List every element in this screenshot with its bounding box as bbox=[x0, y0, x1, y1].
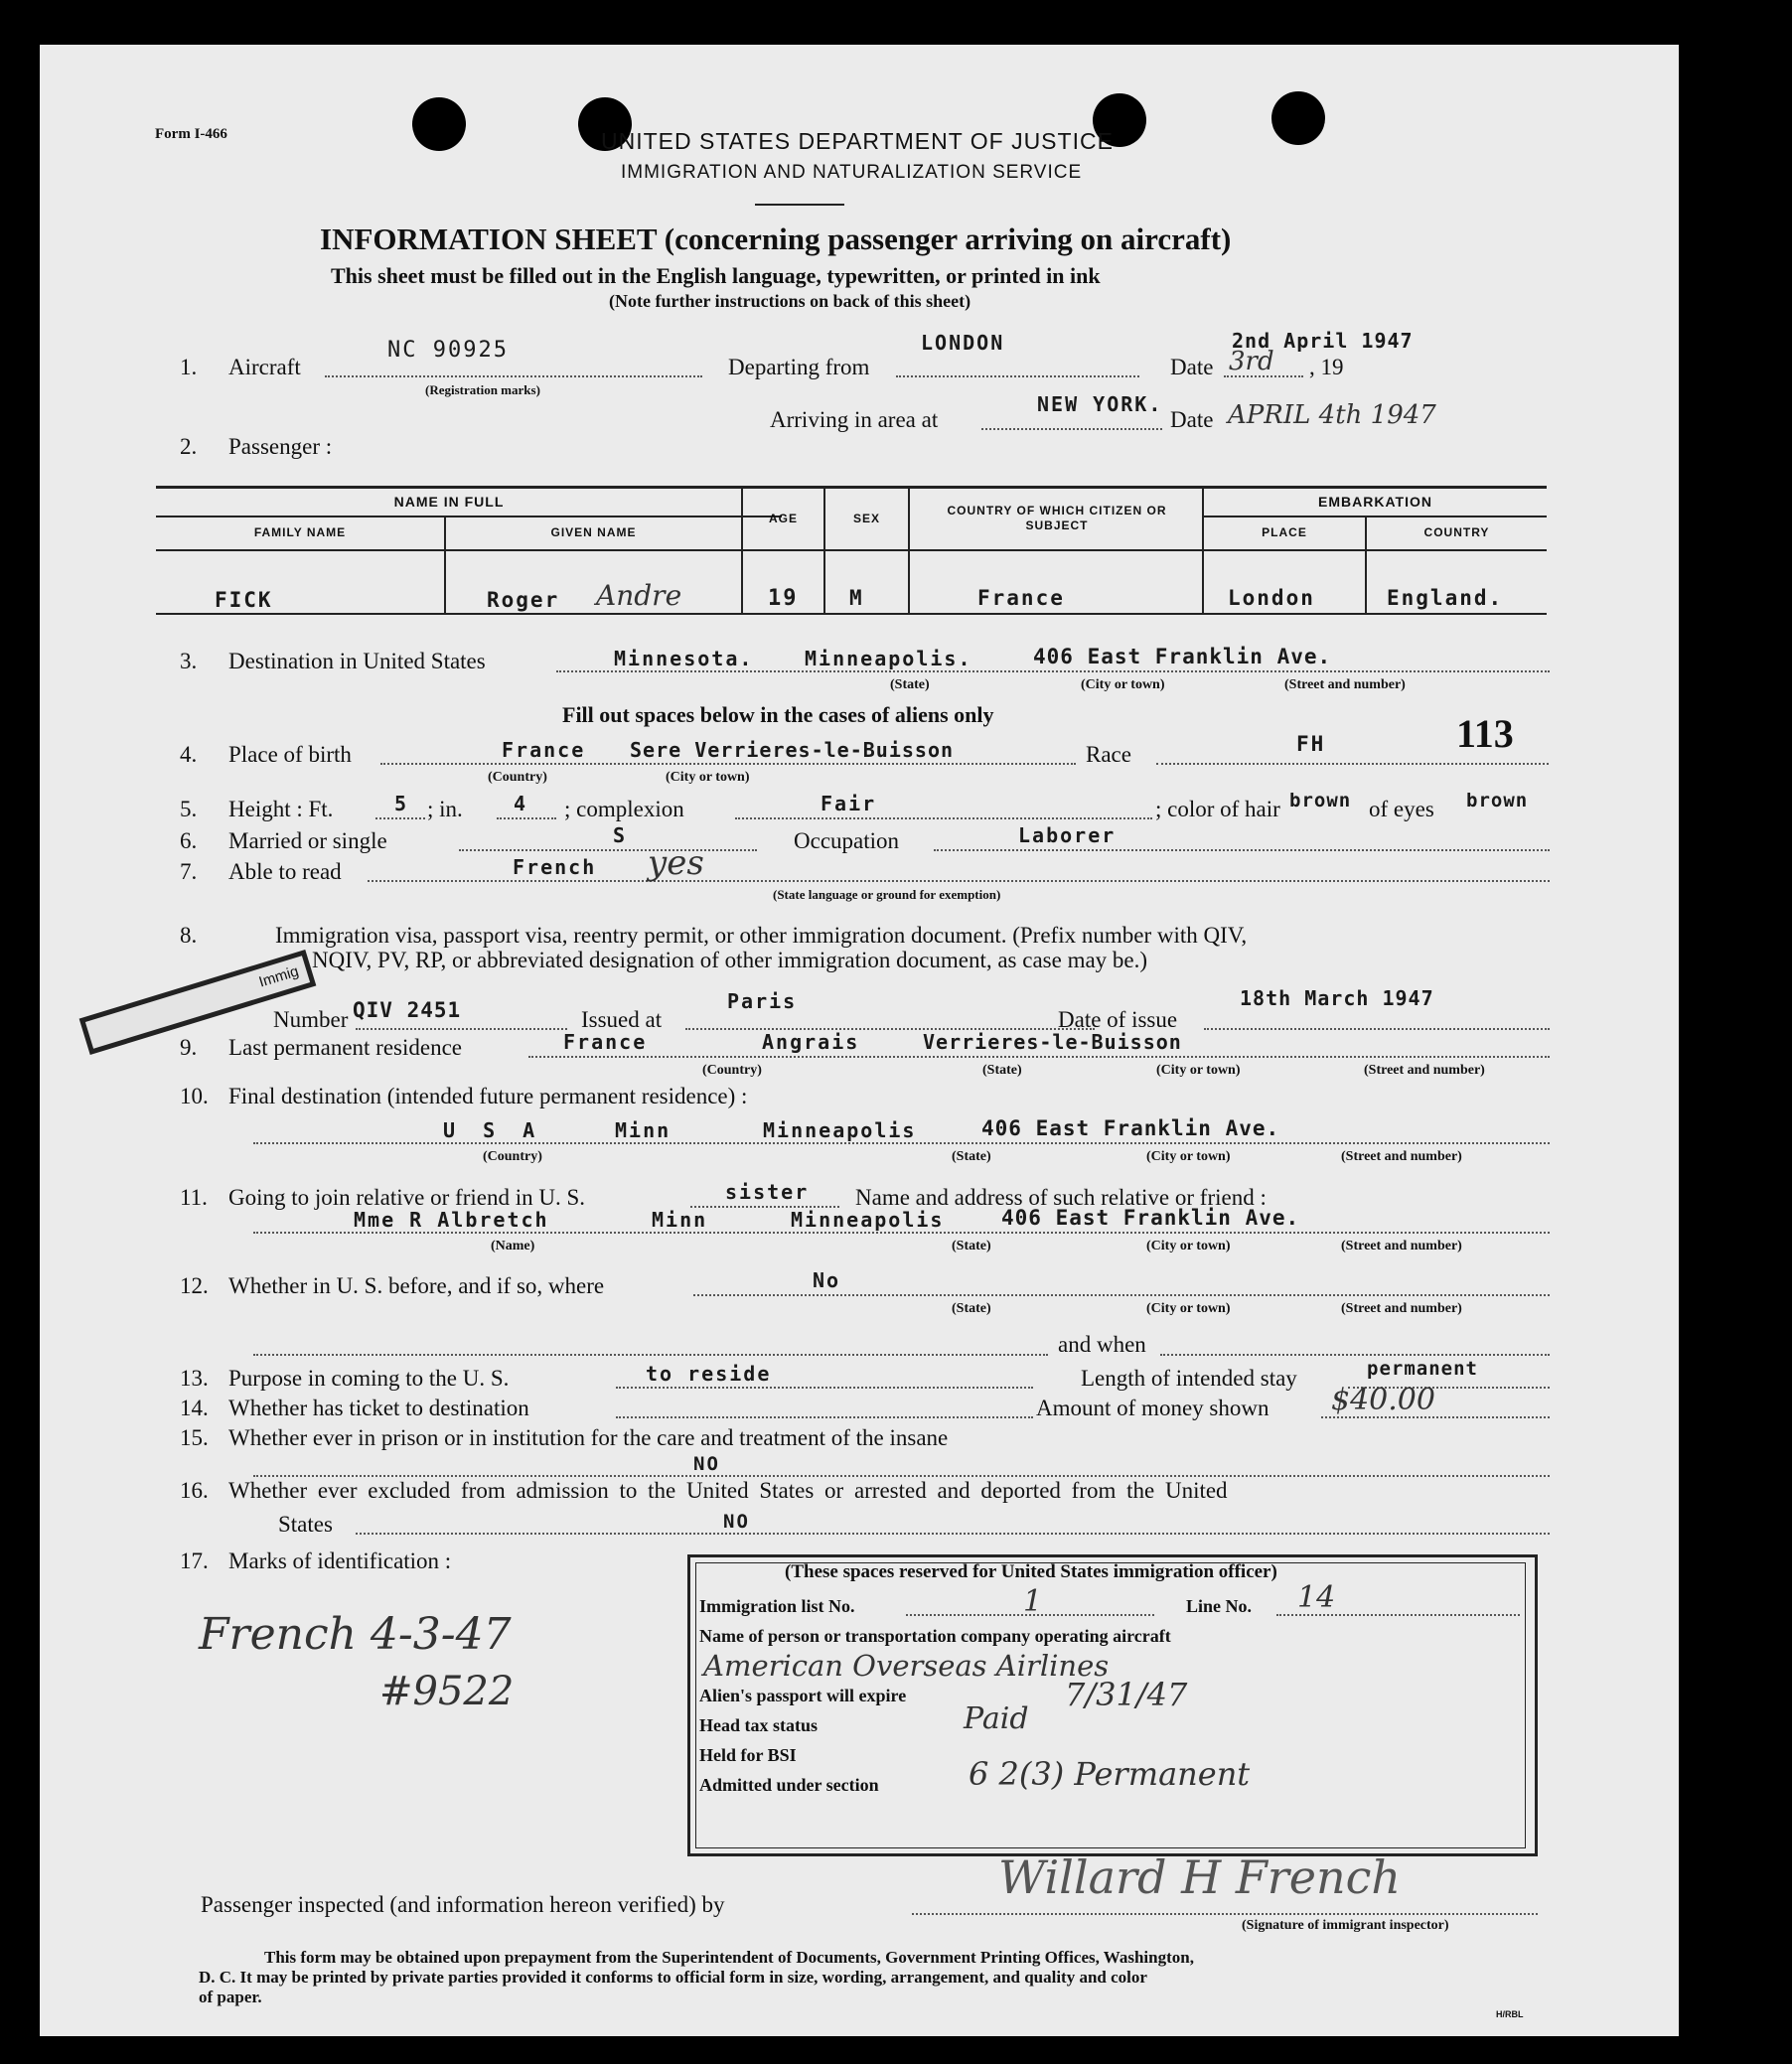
visa-line1: Immigration visa, passport visa, reentry permit, or other immigration document. (Prefix number with QIV, bbox=[275, 923, 1248, 948]
marks-handwritten-2: #9522 bbox=[379, 1669, 515, 1714]
item-number: 8. bbox=[180, 923, 198, 948]
passport-label: Alien's passport will expire bbox=[699, 1686, 907, 1705]
date-typed: 2nd April 1947 bbox=[1232, 329, 1414, 353]
caption-city: (City or town) bbox=[1146, 1149, 1231, 1164]
excluded-value: NO bbox=[723, 1511, 750, 1533]
caption-country: (Country) bbox=[483, 1149, 542, 1164]
section-value: 6 2(3) Permanent bbox=[969, 1755, 1251, 1793]
date2-label: Date bbox=[1170, 407, 1214, 432]
company-value: American Overseas Airlines bbox=[703, 1649, 1110, 1683]
marital-value: S bbox=[613, 823, 628, 847]
final-city: Minneapolis bbox=[763, 1118, 917, 1142]
number-label: Number bbox=[273, 1007, 349, 1032]
immigration-stamp: Immig bbox=[79, 950, 317, 1055]
read-line bbox=[368, 880, 1550, 882]
passport-value: 7/31/47 bbox=[1065, 1676, 1188, 1713]
caption-city: (City or town) bbox=[1146, 1301, 1231, 1316]
marks-label: Marks of identification : bbox=[228, 1548, 452, 1573]
line-label: Line No. bbox=[1186, 1596, 1253, 1616]
birth-country: France bbox=[502, 738, 586, 762]
relative-city: Minneapolis bbox=[791, 1208, 945, 1232]
read-value: French bbox=[513, 855, 597, 879]
departing-value: LONDON bbox=[921, 331, 1005, 355]
caption-state: (State) bbox=[952, 1239, 991, 1253]
residence-city: Verrieres-le-Buisson bbox=[923, 1030, 1182, 1054]
table-bottom-rule bbox=[156, 613, 1547, 615]
line-value: 14 bbox=[1297, 1580, 1336, 1615]
caption-street: (Street and number) bbox=[1341, 1149, 1462, 1164]
emb-country-header: COUNTRY bbox=[1423, 525, 1490, 539]
signature-caption: (Signature of immigrant inspector) bbox=[1242, 1918, 1449, 1933]
height-label: Height : Ft. bbox=[228, 797, 334, 821]
destination-city: Minneapolis. bbox=[805, 647, 972, 670]
page-note: (Note further instructions on back of this sheet) bbox=[609, 291, 971, 311]
header-divider bbox=[755, 204, 844, 206]
item-number: 7. bbox=[180, 859, 198, 884]
residence-country: France bbox=[563, 1030, 648, 1054]
when-line-2 bbox=[1160, 1354, 1550, 1356]
aircraft-value: NC 90925 bbox=[387, 338, 509, 363]
residence-state: Angrais bbox=[762, 1030, 860, 1054]
feet-line bbox=[375, 817, 425, 819]
eyes-label: of eyes bbox=[1369, 797, 1434, 821]
prison-line bbox=[253, 1475, 1550, 1477]
caption-state: (State) bbox=[952, 1149, 991, 1164]
sex-header: SEX bbox=[852, 512, 880, 525]
item-number: 15. bbox=[180, 1425, 209, 1450]
header-line2: IMMIGRATION AND NATURALIZATION SERVICE bbox=[621, 162, 1083, 183]
place-header: PLACE bbox=[1262, 525, 1307, 539]
caption-street: (Street and number) bbox=[1364, 1063, 1485, 1078]
marks-handwritten-1: French 4-3-47 bbox=[199, 1609, 512, 1660]
stay-label: Length of intended stay bbox=[1081, 1366, 1297, 1391]
table-col-divider bbox=[823, 486, 825, 613]
given-name-handwritten: Andre bbox=[596, 579, 682, 612]
date2-handwritten: APRIL 4th 1947 bbox=[1228, 400, 1436, 430]
family-name-value: FICK bbox=[215, 588, 273, 612]
complexion-value: Fair bbox=[821, 792, 877, 815]
citizen-value: France bbox=[977, 586, 1065, 610]
prison-label: Whether ever in prison or in institution for the care and treatment of the insane bbox=[228, 1425, 949, 1450]
read-caption: (State language or ground for exemption) bbox=[773, 887, 1001, 902]
caption-state: (State) bbox=[890, 677, 930, 692]
relative-street: 406 East Franklin Ave. bbox=[1001, 1206, 1300, 1230]
destination-state: Minnesota. bbox=[614, 647, 754, 670]
age-header: AGE bbox=[768, 512, 798, 525]
caption-street: (Street and number) bbox=[1284, 677, 1406, 692]
when-line bbox=[253, 1354, 1048, 1356]
race-value: FH bbox=[1296, 732, 1326, 756]
complexion-label: ; complexion bbox=[564, 797, 684, 821]
bsi-label: Held for BSI bbox=[699, 1745, 797, 1765]
item-number: 14. bbox=[180, 1396, 209, 1420]
embarkation-header: EMBARKATION bbox=[1318, 494, 1432, 510]
issue-date-line bbox=[1204, 1028, 1550, 1030]
final-dest-line bbox=[253, 1142, 1550, 1144]
eyes-value: brown bbox=[1466, 790, 1529, 811]
caption-country: (Country) bbox=[488, 770, 547, 785]
hair-label: ; color of hair bbox=[1155, 797, 1280, 821]
relative-name: Mme R Albretch bbox=[354, 1208, 549, 1232]
relative-value: sister bbox=[725, 1180, 810, 1204]
caption-state: (State) bbox=[952, 1301, 991, 1316]
relative-address-label: Name and address of such relative or friend : bbox=[855, 1185, 1267, 1210]
sex-value: M bbox=[849, 586, 864, 610]
marital-label: Married or single bbox=[228, 828, 387, 853]
footer-line3: of paper. bbox=[199, 1988, 262, 2006]
occupation-line bbox=[934, 849, 1550, 851]
final-country: U S A bbox=[443, 1118, 543, 1142]
read-handwritten: yes bbox=[648, 843, 704, 883]
final-state: Minn bbox=[615, 1118, 672, 1142]
number-value: QIV 2451 bbox=[353, 998, 462, 1022]
issue-date-value: 18th March 1947 bbox=[1240, 986, 1434, 1010]
item-number: 16. bbox=[180, 1478, 209, 1503]
before-value: No bbox=[813, 1268, 841, 1292]
name-in-full-header: NAME IN FULL bbox=[393, 494, 505, 510]
purpose-line bbox=[616, 1387, 1033, 1389]
feet-value: 5 bbox=[394, 792, 409, 815]
list-label: Immigration list No. bbox=[699, 1596, 855, 1616]
inches-label: ; in. bbox=[427, 797, 463, 821]
aircraft-line bbox=[325, 375, 702, 377]
residence-label: Last permanent residence bbox=[228, 1035, 462, 1060]
excluded-label: Whether ever excluded from admission to the United States or arrested and deported from the United bbox=[228, 1478, 1228, 1503]
birthplace-label: Place of birth bbox=[228, 742, 352, 767]
caption-street: (Street and number) bbox=[1341, 1239, 1462, 1253]
emb-place-value: London bbox=[1228, 586, 1315, 610]
date-suffix: , 19 bbox=[1309, 355, 1344, 379]
footer-line1: This form may be obtained upon prepayment from the Superintendent of Documents, Government Printing Offices, Washington, bbox=[264, 1948, 1194, 1967]
date-handwritten: 3rd bbox=[1229, 347, 1274, 376]
marital-line bbox=[459, 849, 757, 851]
issued-label: Issued at bbox=[581, 1007, 663, 1032]
caption-name: (Name) bbox=[491, 1239, 535, 1253]
caption-country: (Country) bbox=[702, 1063, 762, 1078]
tax-label: Head tax status bbox=[699, 1715, 819, 1735]
table-top-rule bbox=[156, 486, 1547, 489]
relative-address-line bbox=[253, 1232, 1550, 1234]
and-when-label: and when bbox=[1058, 1332, 1146, 1357]
header-line1: UNITED STATES DEPARTMENT OF JUSTICE bbox=[601, 128, 1114, 154]
occupation-label: Occupation bbox=[794, 828, 900, 853]
hair-value: brown bbox=[1289, 790, 1352, 811]
item-number: 1. bbox=[180, 355, 198, 379]
before-label: Whether in U. S. before, and if so, where bbox=[228, 1273, 605, 1298]
inspector-signature: Willard H French bbox=[998, 1850, 1401, 1904]
caption-city: (City or town) bbox=[1156, 1063, 1241, 1078]
birthplace-line bbox=[380, 763, 1076, 765]
arriving-label: Arriving in area at bbox=[770, 407, 939, 432]
section-label: Admitted under section bbox=[699, 1775, 879, 1795]
company-label: Name of person or transportation company operating aircraft bbox=[699, 1626, 1171, 1646]
form-number: Form I-466 bbox=[155, 126, 227, 142]
prison-value: NO bbox=[693, 1453, 720, 1475]
date-label: Date bbox=[1170, 355, 1214, 379]
punch-hole bbox=[1271, 91, 1325, 145]
table-col-divider bbox=[908, 486, 910, 613]
excluded-label-2: States bbox=[278, 1512, 333, 1537]
page-subtitle: This sheet must be filled out in the English language, typewritten, or printed in ink bbox=[331, 263, 1101, 288]
aliens-note: Fill out spaces below in the cases of aliens only bbox=[562, 702, 994, 727]
caption-state: (State) bbox=[982, 1063, 1022, 1078]
item-number: 11. bbox=[180, 1185, 208, 1210]
relative-label: Going to join relative or friend in U. S. bbox=[228, 1185, 585, 1210]
emb-country-value: England. bbox=[1387, 586, 1504, 610]
final-street: 406 East Franklin Ave. bbox=[981, 1116, 1280, 1140]
ticket-line bbox=[616, 1416, 1033, 1418]
departing-line bbox=[896, 375, 1139, 377]
item-number: 2. bbox=[180, 434, 198, 459]
item-number: 9. bbox=[180, 1035, 198, 1060]
issued-value: Paris bbox=[727, 989, 798, 1013]
departing-label: Departing from bbox=[728, 355, 870, 379]
destination-street: 406 East Franklin Ave. bbox=[1033, 645, 1332, 668]
footer-line2: D. C. It may be printed by private parties provided it conforms to official form in size, wording, arrangement, and quality and color bbox=[199, 1968, 1147, 1987]
relative-state: Minn bbox=[652, 1208, 708, 1232]
excluded-line bbox=[356, 1533, 1550, 1535]
signature-line bbox=[912, 1913, 1538, 1915]
aircraft-caption: (Registration marks) bbox=[425, 382, 540, 397]
money-label: Amount of money shown bbox=[1036, 1396, 1269, 1420]
issue-date-label: Date of issue bbox=[1058, 1007, 1178, 1032]
caption-street: (Street and number) bbox=[1341, 1301, 1462, 1316]
item-number: 4. bbox=[180, 742, 198, 767]
item-number: 6. bbox=[180, 828, 198, 853]
punch-hole bbox=[412, 97, 466, 151]
destination-line bbox=[556, 670, 1550, 672]
caption-city: (City or town) bbox=[1081, 677, 1165, 692]
passenger-label: Passenger : bbox=[228, 434, 333, 459]
money-handwritten: $40.00 bbox=[1331, 1383, 1435, 1417]
citizen-header: COUNTRY OF WHICH CITIZEN OR SUBJECT bbox=[947, 504, 1167, 532]
item-number: 5. bbox=[180, 797, 198, 821]
visa-line2: NQIV, PV, RP, or abbreviated designation of other immigration document, as case may be.) bbox=[312, 948, 1148, 972]
caption-city: (City or town) bbox=[1146, 1239, 1231, 1253]
ticket-label: Whether has ticket to destination bbox=[228, 1396, 529, 1420]
page-title: INFORMATION SHEET (concerning passenger arriving on aircraft) bbox=[320, 221, 1232, 256]
inches-line bbox=[497, 817, 556, 819]
occupation-value: Laborer bbox=[1018, 823, 1117, 847]
birth-city: Sere Verrieres-le-Buisson bbox=[630, 738, 955, 762]
purpose-value: to reside bbox=[646, 1362, 772, 1386]
inches-value: 4 bbox=[514, 792, 528, 815]
caption-city: (City or town) bbox=[666, 770, 750, 785]
arriving-line bbox=[981, 428, 1162, 430]
destination-label: Destination in United States bbox=[228, 649, 486, 673]
aircraft-label: Aircraft bbox=[228, 355, 301, 379]
stamp-number: 113 bbox=[1456, 711, 1514, 756]
item-number: 17. bbox=[180, 1548, 209, 1573]
footer-code: H/RBL bbox=[1496, 2009, 1524, 2019]
form-sheet bbox=[40, 45, 1679, 2036]
item-number: 3. bbox=[180, 649, 198, 673]
final-dest-label: Final destination (intended future permanent residence) : bbox=[228, 1084, 748, 1108]
list-value: 1 bbox=[1023, 1584, 1043, 1619]
item-number: 13. bbox=[180, 1366, 209, 1391]
arriving-value: NEW YORK. bbox=[1037, 392, 1163, 416]
tax-value: Paid bbox=[964, 1701, 1029, 1736]
item-number: 12. bbox=[180, 1273, 209, 1298]
item-number: 10. bbox=[180, 1084, 209, 1108]
age-value: 19 bbox=[768, 586, 799, 611]
read-label: Able to read bbox=[228, 859, 342, 884]
family-name-header: FAMILY NAME bbox=[253, 525, 347, 539]
before-line bbox=[693, 1294, 1550, 1296]
given-name-value: Roger bbox=[487, 588, 560, 612]
table-head-bottom-rule bbox=[156, 549, 1547, 551]
residence-line bbox=[528, 1056, 1550, 1058]
inspected-label: Passenger inspected (and information hereon verified) by bbox=[201, 1892, 725, 1917]
complexion-line bbox=[735, 817, 1152, 819]
number-line bbox=[356, 1028, 567, 1030]
table-header-rule bbox=[156, 516, 782, 517]
purpose-label: Purpose in coming to the U. S. bbox=[228, 1366, 510, 1391]
stay-value: permanent bbox=[1367, 1358, 1478, 1380]
given-name-header: GIVEN NAME bbox=[550, 525, 637, 539]
table-header-rule bbox=[1204, 516, 1547, 517]
race-label: Race bbox=[1086, 742, 1131, 767]
officer-box-title: (These spaces reserved for United States immigration officer) bbox=[785, 1561, 1277, 1582]
race-line bbox=[1156, 763, 1549, 765]
